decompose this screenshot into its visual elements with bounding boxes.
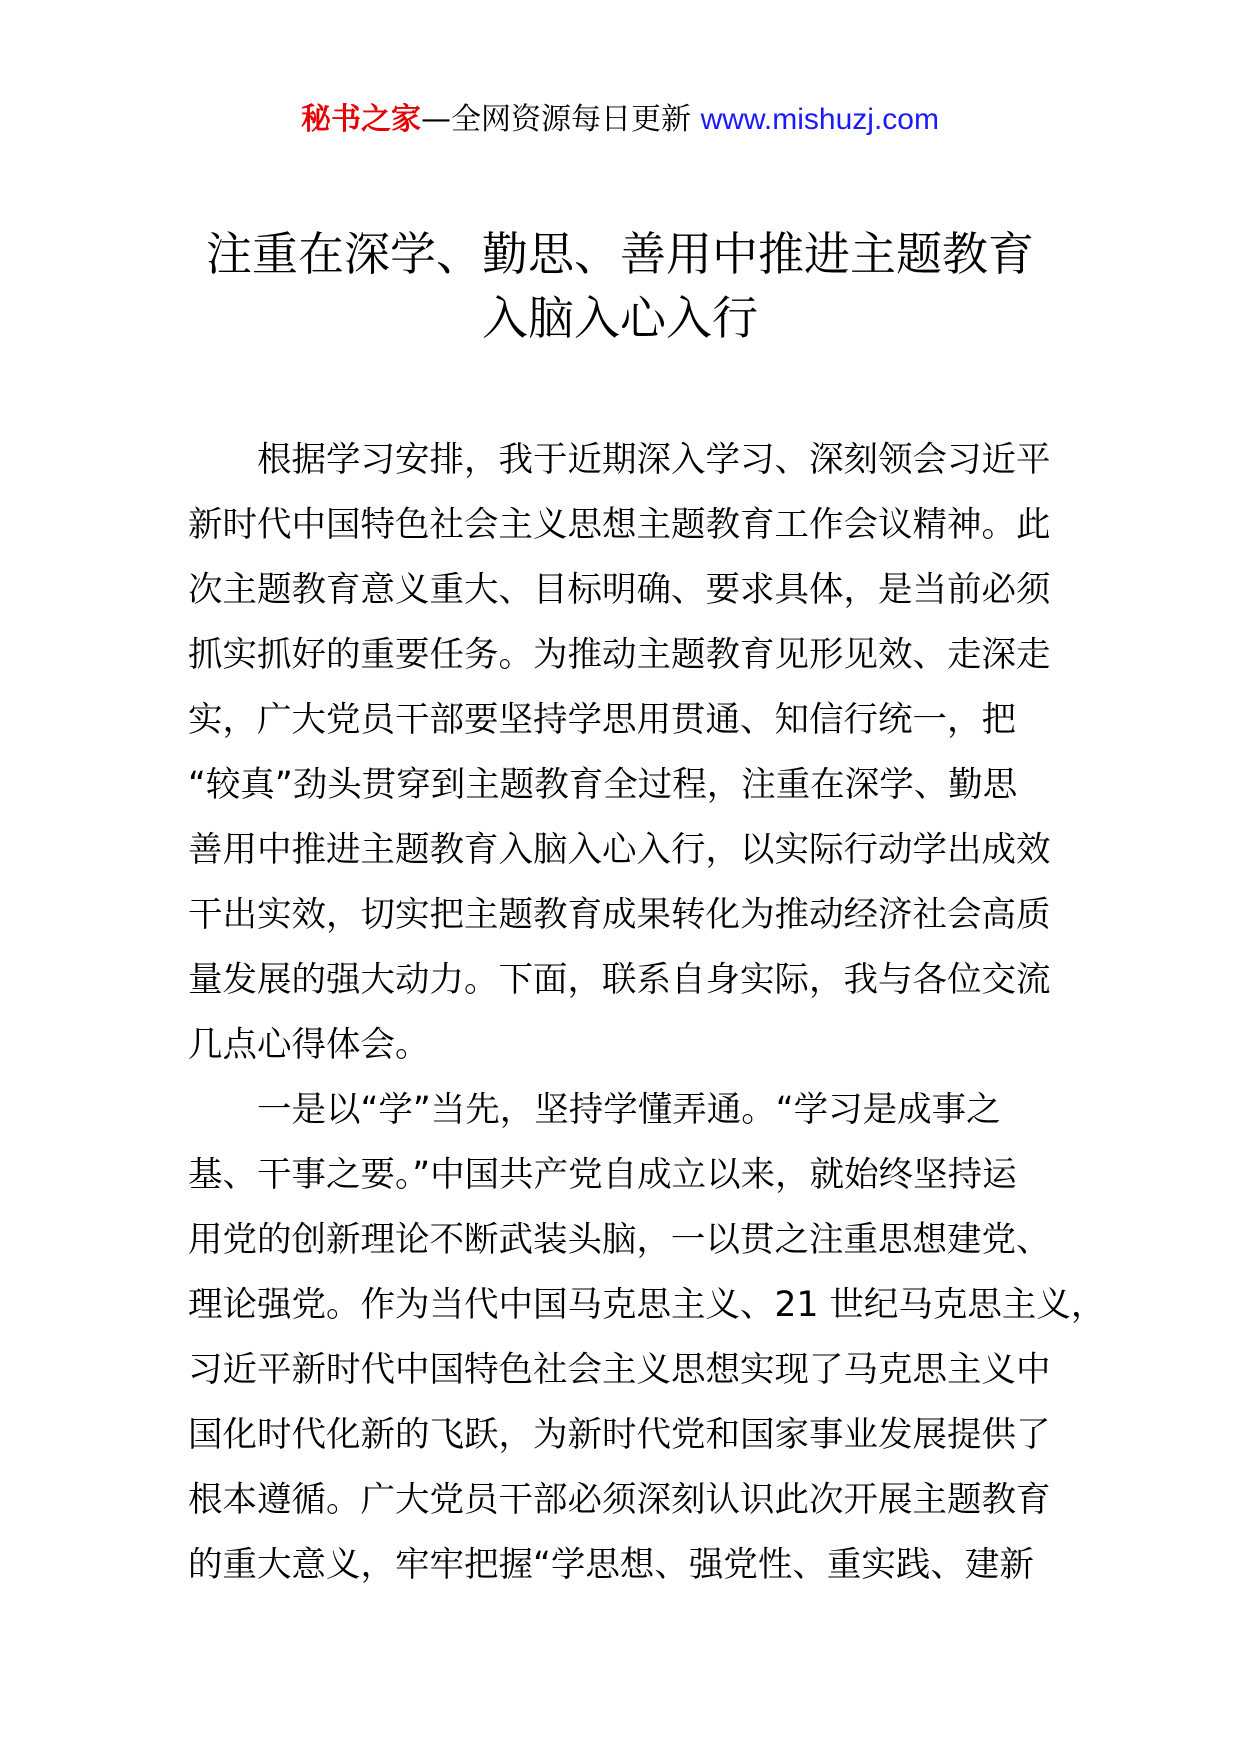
- text-line: 善用中推进主题教育入脑入心入行，以实际行动学出成效: [188, 830, 1051, 870]
- text-line: 根本遵循。广大党员干部必须深刻认识此次开展主题教育: [188, 1480, 1051, 1520]
- title-line: 注重在深学、勤思、善用中推进主题教育: [206, 227, 1034, 281]
- text-line: 干出实效，切实把主题教育成果转化为推动经济社会高质: [188, 895, 1051, 935]
- paragraph: [188, 1078, 1106, 1598]
- text-line: 量发展的强大动力。下面，联系自身实际，我与各位交流: [188, 960, 1051, 1000]
- text-line: 国化时代化新的飞跃，为新时代党和国家事业发展提供了: [188, 1415, 1051, 1455]
- document-body: [188, 428, 1106, 1598]
- text-line: 几点心得体会。: [188, 1025, 430, 1065]
- text-line: 次主题教育意义重大、目标明确、要求具体，是当前必须: [188, 570, 1051, 610]
- text-line: “较真”劲头贯穿到主题教育全过程，注重在深学、勤思: [188, 765, 1018, 805]
- site-url-link[interactable]: www.mishuzj.com: [700, 103, 939, 136]
- document-title: [160, 222, 1080, 350]
- text-line: 实，广大党员干部要坚持学思用贯通、知信行统一，把: [188, 700, 1016, 740]
- site-brand: 秘书之家: [301, 102, 422, 137]
- paragraph: [188, 428, 1058, 1078]
- text-line: 习近平新时代中国特色社会主义思想实现了马克思主义中: [188, 1350, 1051, 1390]
- text-line: 用党的创新理论不断武装头脑，一以贯之注重思想建党、: [188, 1220, 1051, 1260]
- text-line: 新时代中国特色社会主义思想主题教育工作会议精神。此: [188, 505, 1051, 545]
- text-line: 根据学习安排，我于近期深入学习、深刻领会习近平: [257, 440, 1051, 480]
- text-line: 一是以“学”当先，坚持学懂弄通。“学习是成事之: [257, 1090, 1001, 1130]
- text-line: 抓实抓好的重要任务。为推动主题教育见形见效、走深走: [188, 635, 1051, 675]
- text-line: 理论强党。作为当代中国马克思主义、21 世纪马克思主义，: [188, 1285, 1106, 1325]
- text-line: 的重大意义，牢牢把握“学思想、强党性、重实践、建新: [188, 1545, 1034, 1585]
- site-tagline: —全网资源每日更新: [421, 102, 701, 137]
- site-header: [0, 100, 1240, 140]
- text-line: 基、干事之要。”中国共产党自成立以来，就始终坚持运: [188, 1155, 1017, 1195]
- title-line: 入脑入心入行: [482, 291, 758, 345]
